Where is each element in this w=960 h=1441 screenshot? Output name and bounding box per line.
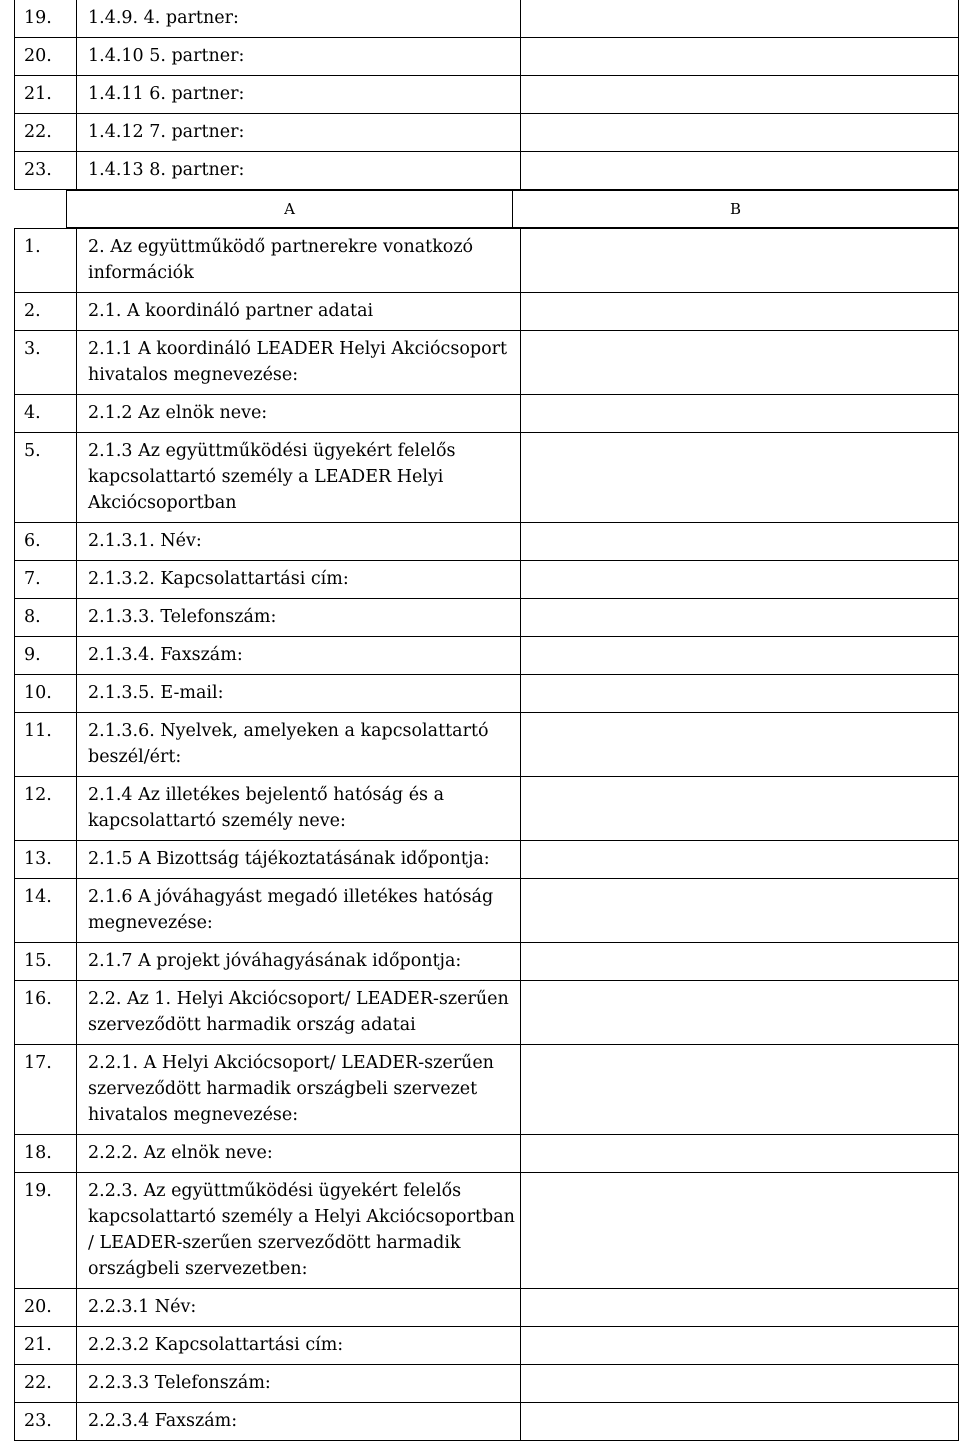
value-cell[interactable] — [521, 1135, 959, 1173]
value-cell[interactable] — [521, 713, 959, 777]
row-number: 14. — [15, 879, 77, 943]
value-cell[interactable] — [521, 777, 959, 841]
row-number: 19. — [15, 1173, 77, 1289]
row-label: 2.2.3.3 Telefonszám: — [77, 1365, 521, 1403]
value-cell[interactable] — [521, 637, 959, 675]
row-label: 2.1.3.4. Faxszám: — [77, 637, 521, 675]
table-row — [15, 229, 959, 293]
value-cell[interactable] — [521, 1327, 959, 1365]
row-number: 22. — [15, 114, 77, 152]
value-cell[interactable] — [521, 981, 959, 1045]
row-label: 2.2.1. A Helyi Akciócsoport/ LEADER-szerűen szerveződött harmadik országbeli szervezet hivatalos megnevezése: — [77, 1045, 521, 1135]
row-number: 12. — [15, 777, 77, 841]
table-row — [15, 1289, 959, 1327]
row-label: 2.2.3.1 Név: — [77, 1289, 521, 1327]
table-row — [15, 637, 959, 675]
value-cell[interactable] — [521, 0, 959, 38]
table-row — [15, 777, 959, 841]
table-row — [15, 0, 959, 38]
table-row — [15, 76, 959, 114]
table-row — [15, 943, 959, 981]
partner-table-top — [14, 0, 959, 190]
table-row — [15, 1173, 959, 1289]
value-cell[interactable] — [521, 1173, 959, 1289]
value-cell[interactable] — [521, 38, 959, 76]
value-cell[interactable] — [521, 229, 959, 293]
row-label: 2.1.2 Az elnök neve: — [77, 395, 521, 433]
row-number: 7. — [15, 561, 77, 599]
row-label: 2.2.3.4 Faxszám: — [77, 1403, 521, 1441]
value-cell[interactable] — [521, 599, 959, 637]
value-cell[interactable] — [521, 1403, 959, 1441]
table-row — [15, 1403, 959, 1441]
row-label: 2.1.3.1. Név: — [77, 523, 521, 561]
value-cell[interactable] — [521, 523, 959, 561]
value-cell[interactable] — [521, 675, 959, 713]
table-row — [15, 38, 959, 76]
table-row — [15, 395, 959, 433]
row-label: 2.2.3.2 Kapcsolattartási cím: — [77, 1327, 521, 1365]
row-number: 21. — [15, 76, 77, 114]
row-number: 3. — [15, 331, 77, 395]
row-label: 2.1.5 A Bizottság tájékoztatásának időpontja: — [77, 841, 521, 879]
row-label: 2.2. Az 1. Helyi Akciócsoport/ LEADER-szerűen szerveződött harmadik ország adatai — [77, 981, 521, 1045]
row-number: 15. — [15, 943, 77, 981]
value-cell[interactable] — [521, 152, 959, 190]
value-cell[interactable] — [521, 1289, 959, 1327]
row-number: 19. — [15, 0, 77, 38]
value-cell[interactable] — [521, 114, 959, 152]
row-number: 9. — [15, 637, 77, 675]
value-cell[interactable] — [521, 1045, 959, 1135]
row-number: 1. — [15, 229, 77, 293]
row-label: 2.1.3.2. Kapcsolattartási cím: — [77, 561, 521, 599]
row-label: 2. Az együttműködő partnerekre vonatkozó információk — [77, 229, 521, 293]
table-row — [15, 1327, 959, 1365]
table-row — [15, 523, 959, 561]
column-header-row — [66, 190, 959, 228]
row-label: 2.2.2. Az elnök neve: — [77, 1135, 521, 1173]
table-row — [15, 713, 959, 777]
row-number: 13. — [15, 841, 77, 879]
row-number: 10. — [15, 675, 77, 713]
value-cell[interactable] — [521, 395, 959, 433]
table-row — [15, 879, 959, 943]
table-row — [15, 152, 959, 190]
value-cell[interactable] — [521, 433, 959, 523]
table-row — [15, 1045, 959, 1135]
table-row — [15, 981, 959, 1045]
table-row — [15, 675, 959, 713]
row-number: 11. — [15, 713, 77, 777]
value-cell[interactable] — [521, 331, 959, 395]
row-label: 2.2.3. Az együttműködési ügyekért felelős kapcsolattartó személy a Helyi Akciócsoportban / LEADER-szerűen szerveződött harmadik országbeli szervezetben: — [77, 1173, 521, 1289]
value-cell[interactable] — [521, 879, 959, 943]
partner-information-table — [14, 228, 959, 1441]
row-number: 16. — [15, 981, 77, 1045]
row-label: 1.4.11 6. partner: — [77, 76, 521, 114]
row-label: 2.1.3.3. Telefonszám: — [77, 599, 521, 637]
row-label: 2.1.3.5. E-mail: — [77, 675, 521, 713]
row-number: 8. — [15, 599, 77, 637]
row-label: 2.1.4 Az illetékes bejelentő hatóság és a kapcsolattartó személy neve: — [77, 777, 521, 841]
row-label: 1.4.12 7. partner: — [77, 114, 521, 152]
row-number: 4. — [15, 395, 77, 433]
value-cell[interactable] — [521, 76, 959, 114]
row-label: 2.1.7 A projekt jóváhagyásának időpontja: — [77, 943, 521, 981]
table-row — [15, 114, 959, 152]
value-cell[interactable] — [521, 561, 959, 599]
row-number: 18. — [15, 1135, 77, 1173]
table-row — [15, 331, 959, 395]
row-label: 2.1. A koordináló partner adatai — [77, 293, 521, 331]
table-row — [15, 433, 959, 523]
row-number: 23. — [15, 1403, 77, 1441]
table-row — [15, 841, 959, 879]
value-cell[interactable] — [521, 841, 959, 879]
row-label: 2.1.3 Az együttműködési ügyekért felelős kapcsolattartó személy a LEADER Helyi Akciócsoportban — [77, 433, 521, 523]
value-cell[interactable] — [521, 1365, 959, 1403]
row-number: 6. — [15, 523, 77, 561]
table-row — [15, 599, 959, 637]
row-number: 5. — [15, 433, 77, 523]
table-row — [15, 1365, 959, 1403]
column-header-b: B — [729, 200, 742, 218]
row-label: 1.4.13 8. partner: — [77, 152, 521, 190]
value-cell[interactable] — [521, 293, 959, 331]
row-number: 20. — [15, 38, 77, 76]
row-label: 1.4.9. 4. partner: — [77, 0, 521, 38]
table-row — [15, 1135, 959, 1173]
table-row — [15, 293, 959, 331]
row-number: 23. — [15, 152, 77, 190]
table-row — [15, 561, 959, 599]
column-header-a: A — [66, 191, 513, 227]
row-number: 20. — [15, 1289, 77, 1327]
row-number: 22. — [15, 1365, 77, 1403]
row-label: 2.1.1 A koordináló LEADER Helyi Akciócsoport hivatalos megnevezése: — [77, 331, 521, 395]
value-cell[interactable] — [521, 943, 959, 981]
row-label: 2.1.3.6. Nyelvek, amelyeken a kapcsolattartó beszél/ért: — [77, 713, 521, 777]
row-label: 2.1.6 A jóváhagyást megadó illetékes hatóság megnevezése: — [77, 879, 521, 943]
row-number: 2. — [15, 293, 77, 331]
row-number: 21. — [15, 1327, 77, 1365]
row-number: 17. — [15, 1045, 77, 1135]
row-label: 1.4.10 5. partner: — [77, 38, 521, 76]
